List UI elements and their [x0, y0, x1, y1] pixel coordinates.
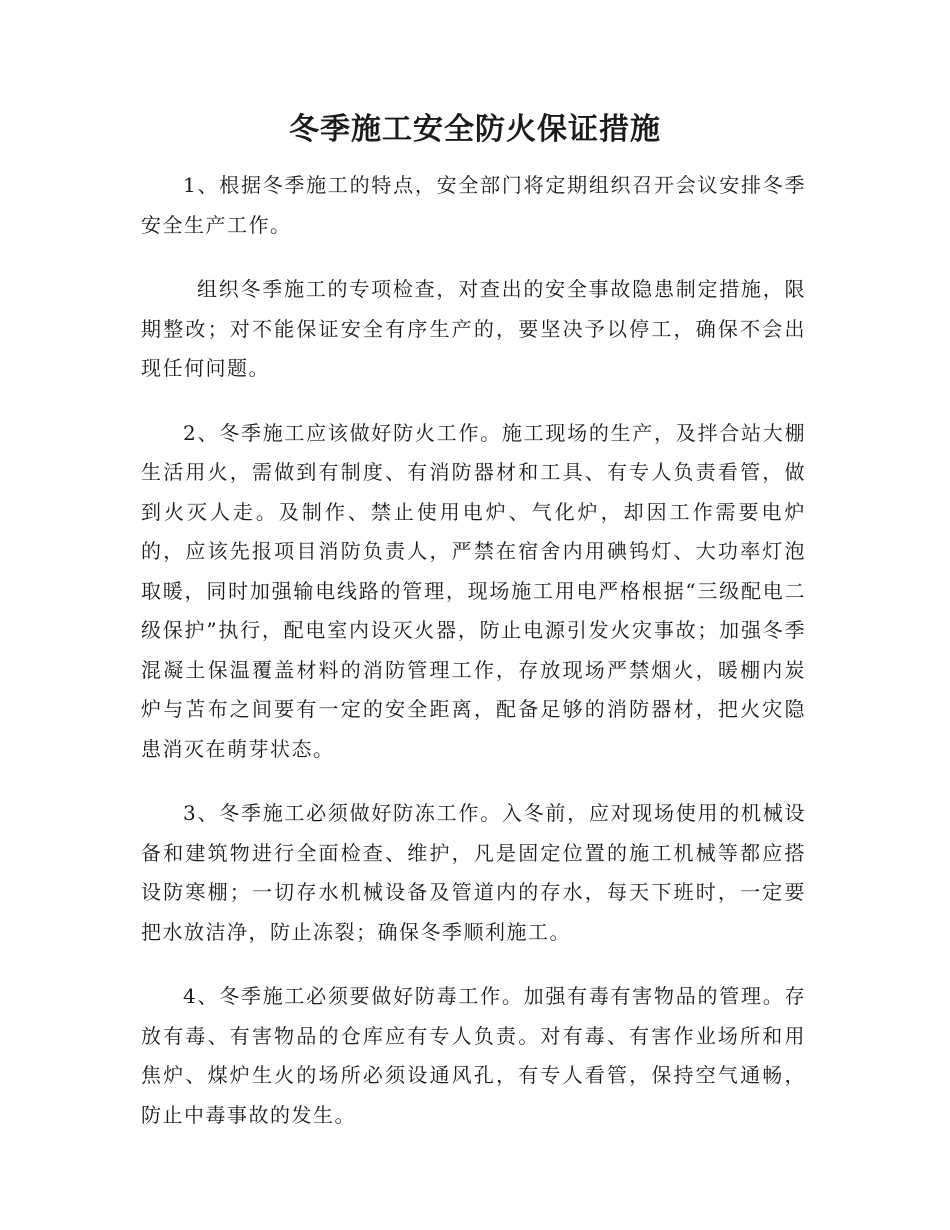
paragraph-4: 3、冬季施工必须做好防冻工作。入冬前，应对现场使用的机械设备和建筑物进行全面检查、维护，凡是固定位置的施工机械等都应搭设防寒棚；一切存水机械设备及管道内的存水，每天下班时，一定要把水放洁净，防止冻裂；确保冬季顺利施工。 [141, 801, 806, 944]
paragraph-2: 组织冬季施工的专项检查，对查出的安全事故隐患制定措施，限期整改；对不能保证安全有序生产的，要坚决予以停工，确保不会出现任何问题。 [141, 277, 806, 380]
paragraph-1: 1、根据冬季施工的特点，安全部门将定期组织召开会议安排冬季安全生产工作。 [141, 173, 806, 237]
paragraph-3: 2、冬季施工应该做好防火工作。施工现场的生产，及拌合站大棚生活用火，需做到有制度、有消防器材和工具、有专人负责看管，做到火灭人走。及制作、禁止使用电炉、气化炉，却因工作需要电炉的，应该先报项目消防负责人，严禁在宿舍内用碘钨灯、大功率灯泡取暖，同时加强输电线路的管理，现场施工用电严格根据“三级配电二级保护”执行，配电室内设灭火器，防止电源引发火灾事故；加强冬季混凝土保温覆盖材料的消防管理工作，存放现场严禁烟火，暖棚内炭炉与苫布之间要有一定的安全距离，配备足够的消防器材，把火灾隐患消灭在萌芽状态。 [141, 420, 806, 761]
paragraph-5: 4、冬季施工必须要做好防毒工作。加强有毒有害物品的管理。存放有毒、有害物品的仓库应有专人负责。对有毒、有害作业场所和用焦炉、煤炉生火的场所必须设通风孔，有专人看管，保持空气通畅，防止中毒事故的发生。 [141, 984, 806, 1127]
document-title: 冬季施工安全防火保证措施 [289, 112, 661, 147]
document-body [141, 166, 806, 1160]
